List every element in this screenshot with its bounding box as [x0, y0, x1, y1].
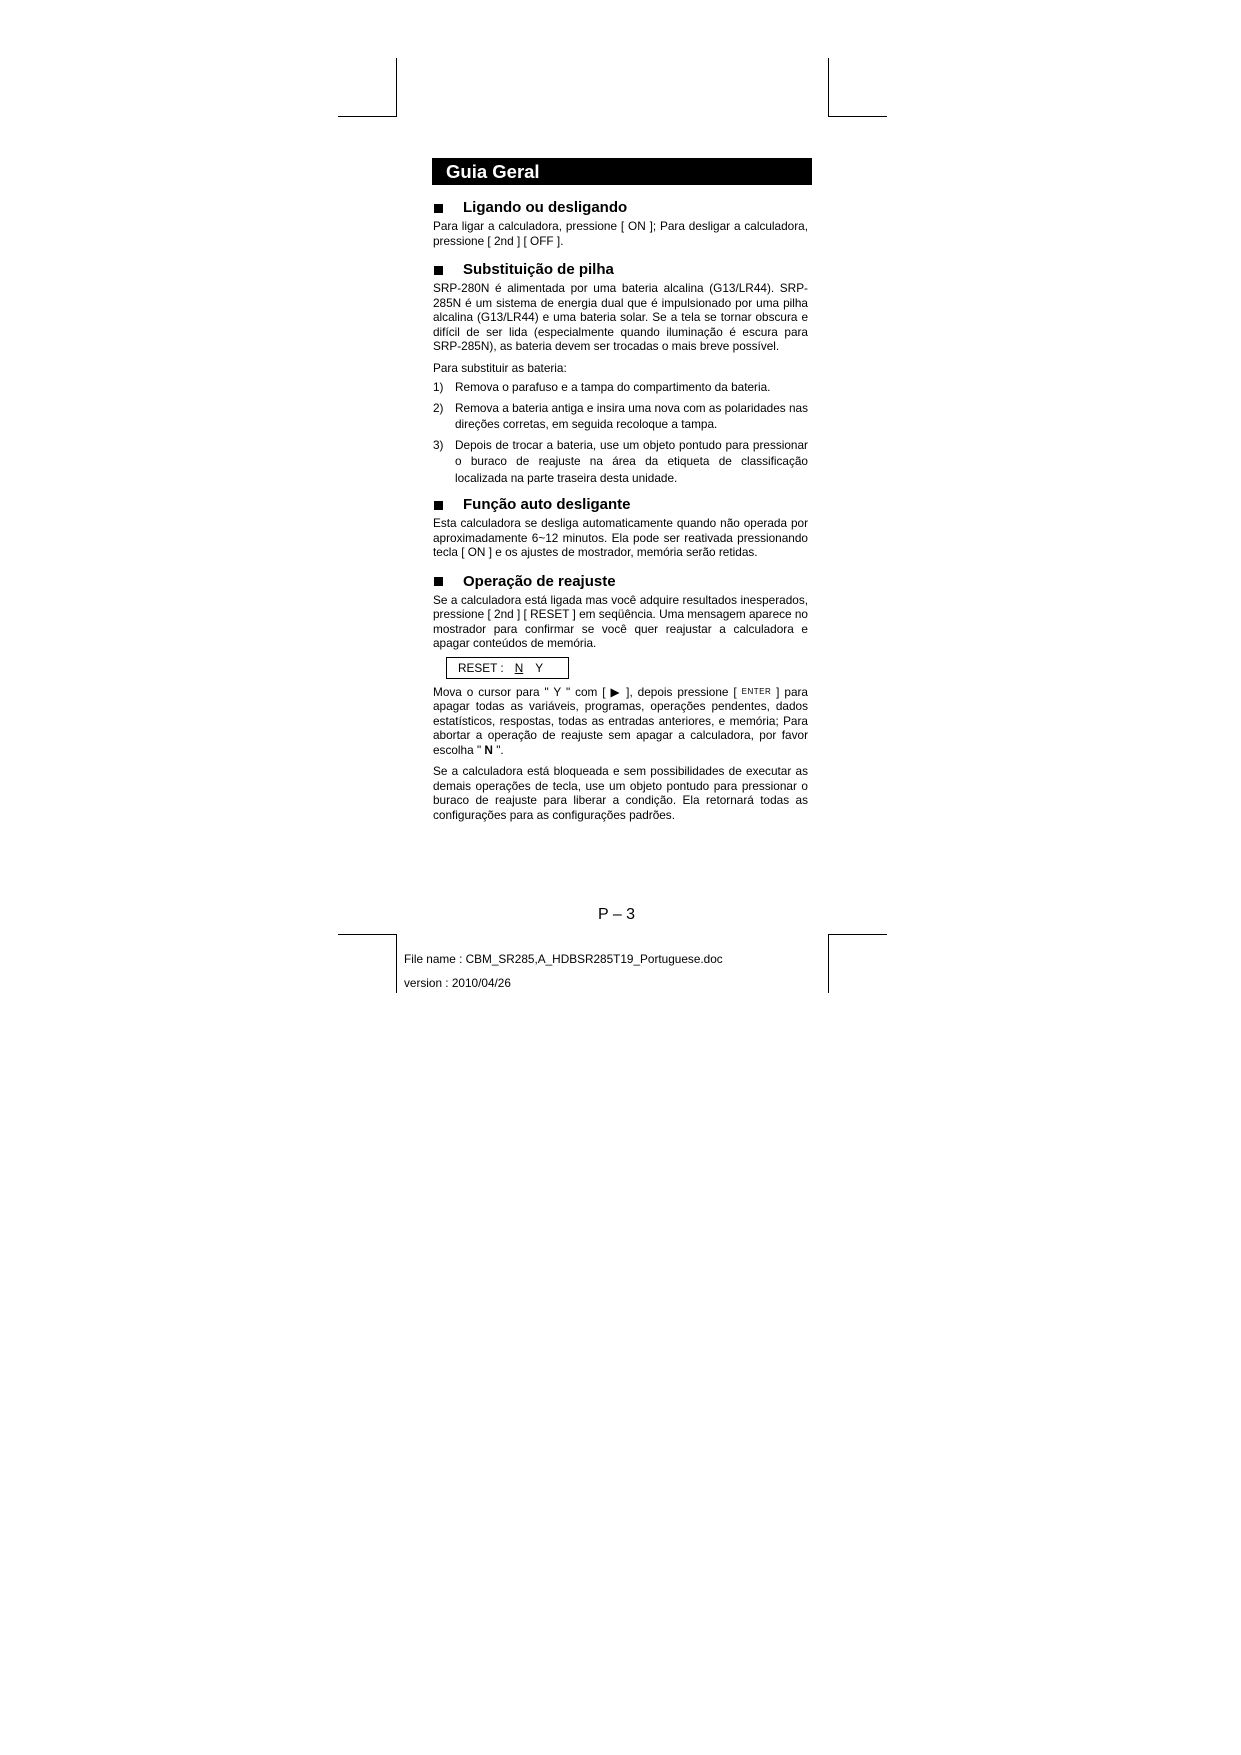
crop-mark [828, 116, 887, 117]
footer-file-name: File name : CBM_SR285,A_HDBSR285T19_Portuguese.doc [404, 952, 723, 966]
page-title: Guia Geral [432, 158, 812, 185]
option-n-bold: N [484, 742, 493, 757]
square-bullet-icon [434, 204, 443, 213]
display-option-n: N [514, 660, 524, 675]
crop-mark [396, 58, 397, 117]
paragraph-text: Mova o cursor para " Y " com [ ▶ ], depois pressione [ [433, 684, 742, 699]
paragraph: Esta calculadora se desliga automaticamente quando não operada por aproximadamente 6~12 minutos. Ela pode ser reativada pressionando tecla [ ON ] e os ajustes de mostrador, memória serão retidas. [433, 516, 808, 559]
step-text: Remova o parafuso e a tampa do compartimento da bateria. [455, 380, 771, 394]
paragraph: Se a calculadora está ligada mas você adquire resultados inesperados, pressione [ 2nd ] [ RESET ] em seqüência. Uma mensagem aparece no mostrador para confirmar se você quer reajustar a calculadora e apagar conteúdos de memória. [433, 592, 808, 650]
display-option-y: Y [535, 660, 544, 675]
section-heading [433, 496, 808, 514]
square-bullet-icon [434, 266, 443, 275]
crop-mark [338, 116, 397, 117]
paragraph-text: ". [492, 742, 504, 757]
section-heading-text: Ligando ou desligando [463, 199, 628, 216]
list-item [433, 400, 808, 433]
crop-mark [828, 934, 829, 993]
footer-version: version : 2010/04/26 [404, 976, 511, 990]
crop-mark [396, 934, 397, 993]
paragraph-text: ] para apagar todas as variáveis, programas, operações pendentes, dados estatísticos, respostas, todas as entradas anteriores, e memória; Para abortar a operação de reajuste sem apagar a calculadora, por favor escolha " [433, 684, 808, 757]
section-heading [433, 261, 808, 279]
square-bullet-icon [434, 501, 443, 510]
crop-mark [338, 934, 397, 935]
paragraph [433, 685, 808, 758]
steps-list [433, 379, 808, 486]
crop-mark [828, 934, 887, 935]
step-text: Remova a bateria antiga e insira uma nova com as polaridades nas direções corretas, em seguida recoloque a tampa. [455, 400, 808, 431]
document-content [433, 158, 808, 822]
section-heading [433, 199, 808, 217]
section-heading-text: Operação de reajuste [463, 572, 616, 590]
reset-display [446, 657, 569, 679]
display-label: RESET : [458, 660, 504, 675]
section-heading-text: Função auto desligante [463, 496, 631, 513]
paragraph: Para substituir as bateria: [433, 360, 567, 375]
paragraph: SRP-280N é alimentada por uma bateria alcalina (G13/LR44). SRP-285N é um sistema de energia dual que é impulsionado por uma pilha alcalina (G13/LR44) e uma bateria solar. Se a tela se tornar obscura e difícil de ser lida (especialmente quando iluminação é escura para SRP-285N), as bateria devem ser trocadas o mais breve possível. [433, 281, 808, 353]
paragraph: Se a calculadora está bloqueada e sem possibilidades de executar as demais operações de tecla, use um objeto pontudo para pressionar o buraco de reajuste para liberar a condição. Ela retornará todas as configurações para as configurações padrões. [433, 764, 808, 822]
page-number: P – 3 [598, 906, 636, 923]
step-number: 3) [433, 437, 444, 452]
list-item [433, 437, 808, 487]
section-heading-text: Substituição de pilha [463, 261, 614, 278]
section-heading [433, 573, 808, 591]
step-number: 2) [433, 400, 444, 415]
enter-key-icon: ENTER [741, 686, 772, 696]
square-bullet-icon [434, 577, 443, 586]
list-item [433, 379, 808, 396]
crop-mark [828, 58, 829, 117]
paragraph: Para ligar a calculadora, pressione [ ON ]; Para desligar a calculadora, pressione [ 2nd ] [ OFF ]. [433, 219, 808, 248]
step-text: Depois de trocar a bateria, use um objeto pontudo para pressionar o buraco de reajuste na área da etiqueta de classificação localizada na parte traseira desta unidade. [455, 437, 808, 485]
step-number: 1) [433, 380, 444, 394]
